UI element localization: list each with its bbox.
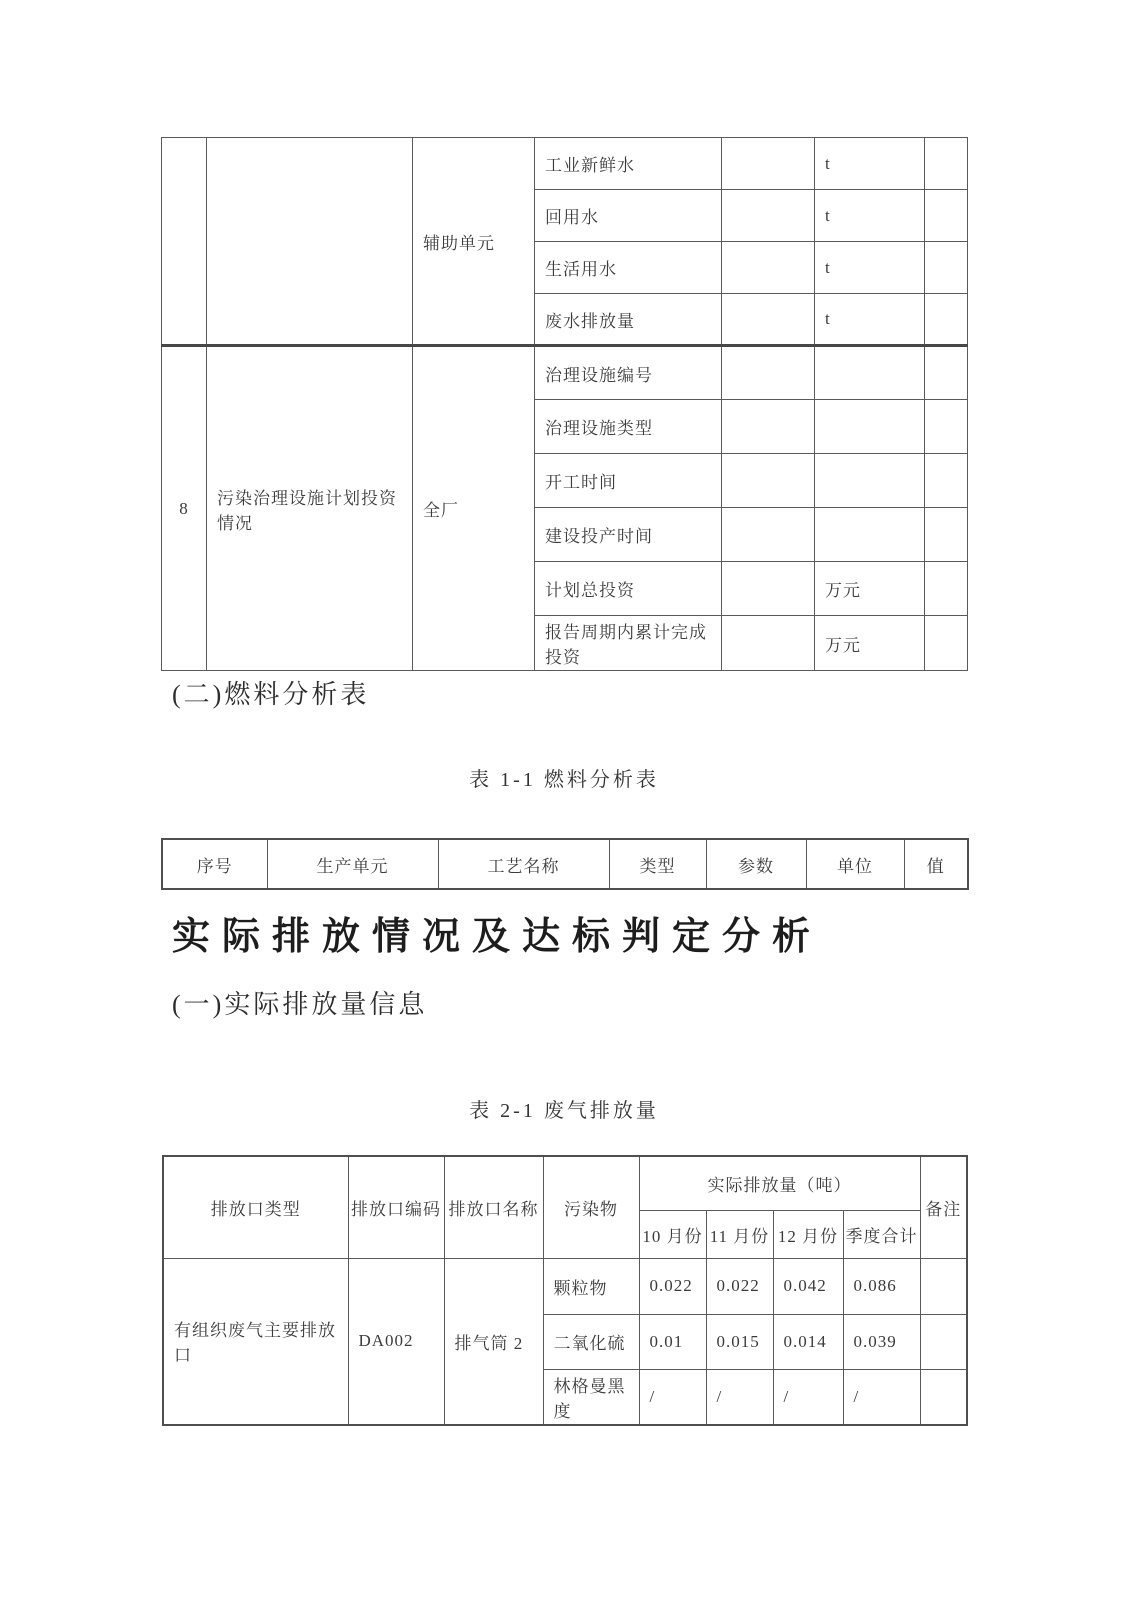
header-row (162, 839, 968, 889)
outlet-type-cell: 有组织废气主要排放口 (163, 1258, 348, 1425)
value-cell-total: / (843, 1369, 920, 1425)
value-cell-oct: 0.022 (639, 1258, 706, 1314)
waste-gas-emission-table (162, 1155, 968, 1426)
unit-cell: t (815, 242, 925, 294)
value-cell-total: 0.086 (843, 1258, 920, 1314)
param-cell: 计划总投资 (535, 562, 722, 616)
param-cell: 开工时间 (535, 454, 722, 508)
unit-cell: t (815, 138, 925, 190)
header-cell-quarter-total: 季度合计 (843, 1210, 920, 1258)
header-cell-outlet-code: 排放口编码 (348, 1156, 444, 1258)
note-cell (925, 346, 968, 400)
header-cell-outlet-name: 排放口名称 (444, 1156, 543, 1258)
header-cell-process-name: 工艺名称 (438, 839, 609, 889)
seq-cell-empty (162, 138, 207, 346)
param-cell: 建设投产时间 (535, 508, 722, 562)
param-cell: 废水排放量 (535, 294, 722, 346)
value-cell-total: 0.039 (843, 1314, 920, 1369)
value-cell-nov: 0.022 (706, 1258, 773, 1314)
header-cell-production-unit: 生产单元 (267, 839, 438, 889)
fuel-analysis-table (161, 838, 969, 890)
value-cell (722, 562, 815, 616)
header-row (163, 1156, 967, 1210)
outlet-code-cell: DA002 (348, 1258, 444, 1425)
unit-cell (815, 400, 925, 454)
chapter-heading: 实际排放情况及达标判定分析 (172, 916, 823, 958)
table-caption-emission: 表 2-1 废气排放量 (469, 1100, 659, 1122)
unit-cell: t (815, 294, 925, 346)
header-cell-outlet-type: 排放口类型 (163, 1156, 348, 1258)
outlet-name-cell: 排气筒 2 (444, 1258, 543, 1425)
auxiliary-unit-block (162, 138, 968, 346)
value-cell (722, 508, 815, 562)
seq-cell: 8 (162, 346, 207, 671)
unit-cell (815, 454, 925, 508)
note-cell (925, 454, 968, 508)
param-cell: 工业新鲜水 (535, 138, 722, 190)
table-caption-fuel: 表 1-1 燃料分析表 (469, 769, 659, 791)
header-cell-note: 备注 (920, 1156, 967, 1258)
value-cell (722, 346, 815, 400)
value-cell-dec: / (773, 1369, 843, 1425)
item-cell-empty (207, 138, 413, 346)
note-cell (925, 294, 968, 346)
note-cell (925, 138, 968, 190)
unit-group-cell: 辅助单元 (413, 138, 535, 346)
param-cell: 治理设施编号 (535, 346, 722, 400)
unit-cell: 万元 (815, 562, 925, 616)
header-cell-unit: 单位 (806, 839, 904, 889)
header-cell-pollutant: 污染物 (543, 1156, 639, 1258)
note-cell (920, 1258, 967, 1314)
value-cell (722, 138, 815, 190)
value-cell-oct: 0.01 (639, 1314, 706, 1369)
pollution-treatment-investment-block (162, 346, 968, 671)
unit-cell: t (815, 190, 925, 242)
note-cell (920, 1369, 967, 1425)
value-cell-dec: 0.014 (773, 1314, 843, 1369)
header-cell-actual-emission-group: 实际排放量（吨） (639, 1156, 920, 1210)
header-cell-type: 类型 (609, 839, 706, 889)
param-cell: 治理设施类型 (535, 400, 722, 454)
header-cell-seq: 序号 (162, 839, 267, 889)
pollutant-cell: 林格曼黑度 (543, 1369, 639, 1425)
overview-table-continued (161, 137, 968, 671)
value-cell (722, 616, 815, 671)
table-row (162, 138, 968, 190)
header-cell-value: 值 (904, 839, 968, 889)
header-cell-month-nov: 11 月份 (706, 1210, 773, 1258)
value-cell (722, 454, 815, 508)
note-cell (925, 400, 968, 454)
param-cell: 回用水 (535, 190, 722, 242)
value-cell (722, 400, 815, 454)
value-cell-dec: 0.042 (773, 1258, 843, 1314)
value-cell-nov: 0.015 (706, 1314, 773, 1369)
value-cell (722, 242, 815, 294)
unit-cell: 万元 (815, 616, 925, 671)
note-cell (925, 508, 968, 562)
table-row (163, 1258, 967, 1314)
header-cell-parameter: 参数 (706, 839, 806, 889)
value-cell-oct: / (639, 1369, 706, 1425)
header-cell-month-oct: 10 月份 (639, 1210, 706, 1258)
section-heading-actual-emission: (一)实际排放量信息 (172, 990, 428, 1019)
value-cell (722, 190, 815, 242)
section-heading-fuel: (二)燃料分析表 (172, 680, 370, 709)
table-row (162, 346, 968, 400)
note-cell (920, 1314, 967, 1369)
param-cell: 生活用水 (535, 242, 722, 294)
unit-cell (815, 508, 925, 562)
pollutant-cell: 二氧化硫 (543, 1314, 639, 1369)
note-cell (925, 190, 968, 242)
header-cell-month-dec: 12 月份 (773, 1210, 843, 1258)
note-cell (925, 616, 968, 671)
pollutant-cell: 颗粒物 (543, 1258, 639, 1314)
note-cell (925, 242, 968, 294)
value-cell-nov: / (706, 1369, 773, 1425)
unit-cell (815, 346, 925, 400)
unit-group-cell: 全厂 (413, 346, 535, 671)
note-cell (925, 562, 968, 616)
value-cell (722, 294, 815, 346)
param-cell: 报告周期内累计完成投资 (535, 616, 722, 671)
item-name-cell: 污染治理设施计划投资情况 (207, 346, 413, 671)
